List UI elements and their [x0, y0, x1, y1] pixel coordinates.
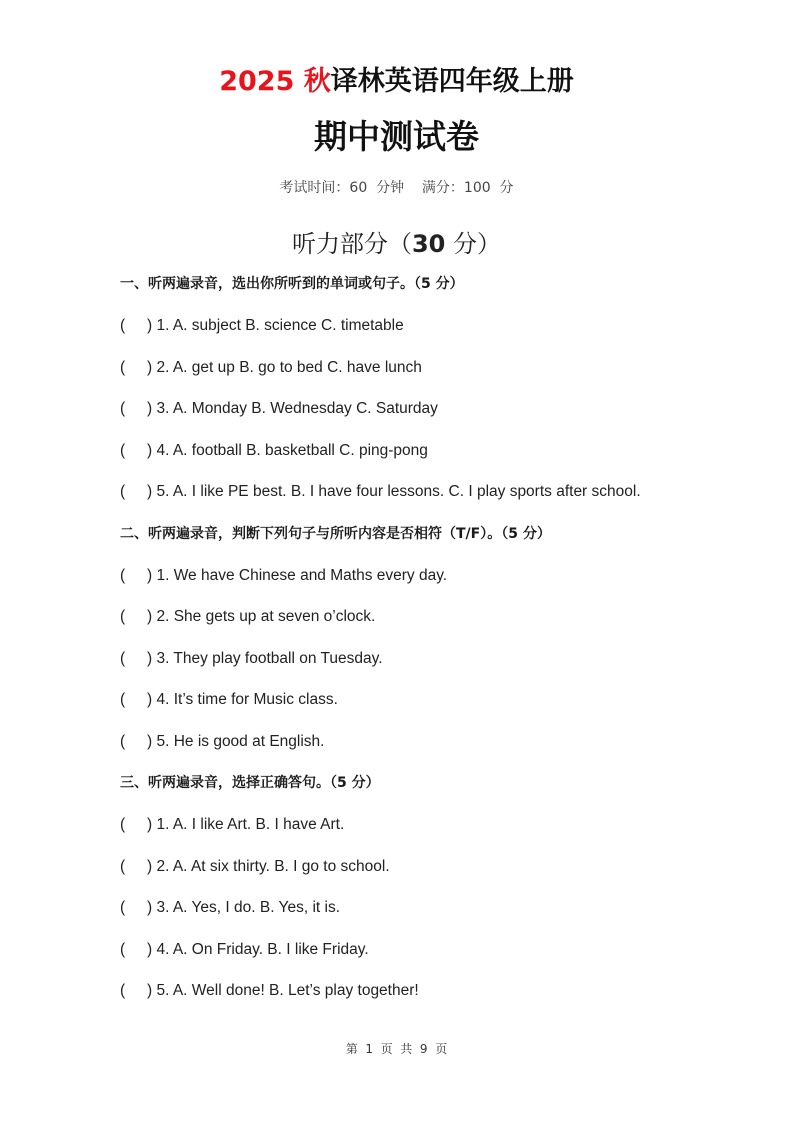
list-item — [120, 897, 340, 919]
list-item — [120, 398, 438, 420]
item-text: ) 5. A. I like PE best. B. I have four lessons. C. I play sports after school. — [147, 483, 641, 500]
list-item — [120, 565, 447, 587]
answer-blank[interactable]: ( — [120, 483, 126, 500]
section-title — [0, 224, 793, 264]
section-title-prefix: 听力部分（ — [291, 230, 412, 258]
list-item — [120, 980, 419, 1002]
item-text: ) 3. A. Yes, I do. B. Yes, it is. — [147, 899, 341, 916]
answer-blank[interactable]: ( — [120, 858, 126, 875]
answer-blank[interactable]: ( — [120, 941, 126, 958]
item-text: ) 3. A. Monday B. Wednesday C. Saturday — [147, 400, 438, 417]
title-year-season: 2025 秋 — [219, 66, 331, 97]
item-text: ) 5. He is good at English. — [147, 733, 325, 750]
item-text: ) 2. She gets up at seven o’clock. — [147, 608, 376, 625]
item-text: ) 1. A. subject B. science C. timetable — [147, 317, 404, 334]
document-subtitle: 期中测试卷 — [314, 117, 479, 156]
list-item — [120, 814, 344, 836]
answer-blank[interactable]: ( — [120, 650, 126, 667]
item-text: ) 1. We have Chinese and Maths every day. — [147, 567, 448, 584]
answer-blank[interactable]: ( — [120, 359, 126, 376]
answer-blank[interactable]: ( — [120, 691, 126, 708]
answer-blank[interactable]: ( — [120, 317, 126, 334]
list-item — [120, 440, 428, 462]
list-item — [120, 856, 390, 878]
list-item — [120, 481, 641, 503]
list-item — [120, 315, 404, 337]
list-item — [120, 606, 375, 628]
item-text: ) 2. A. At six thirty. B. I go to school. — [147, 858, 390, 875]
list-item — [120, 939, 369, 961]
part-1-header: 一、听两遍录音，选出你所听到的单词或句子。（5 分） — [120, 276, 464, 292]
answer-blank[interactable]: ( — [120, 816, 126, 833]
list-item — [120, 648, 383, 670]
answer-blank[interactable]: ( — [120, 608, 126, 625]
part-2-header: 二、听两遍录音，判断下列句子与所听内容是否相符（T/F）。（5 分） — [120, 526, 551, 542]
answer-blank[interactable]: ( — [120, 442, 126, 459]
list-item — [120, 731, 325, 753]
page-number: 第 1 页 共 9 页 — [345, 1042, 448, 1056]
section-score: 30 — [411, 230, 446, 258]
item-text: ) 2. A. get up B. go to bed C. have lunch — [147, 359, 422, 376]
title-course: 译林英语四年级上册 — [330, 66, 574, 97]
list-item — [120, 357, 422, 379]
answer-blank[interactable]: ( — [120, 400, 126, 417]
section-title-suffix: 分） — [445, 230, 502, 258]
item-text: ) 3. They play football on Tuesday. — [147, 650, 383, 667]
item-text: ) 1. A. I like Art. B. I have Art. — [147, 816, 345, 833]
item-text: ) 5. A. Well done! B. Let’s play together! — [147, 982, 419, 999]
answer-blank[interactable]: ( — [120, 733, 126, 750]
document-title — [0, 62, 793, 102]
part-3-header: 三、听两遍录音，选择正确答句。（5 分） — [120, 775, 380, 791]
item-text: ) 4. It’s time for Music class. — [147, 691, 338, 708]
exam-meta: 考试时间：60 分钟 满分：100 分 — [279, 180, 514, 196]
answer-blank[interactable]: ( — [120, 899, 126, 916]
item-text: ) 4. A. On Friday. B. I like Friday. — [147, 941, 369, 958]
answer-blank[interactable]: ( — [120, 982, 126, 999]
list-item — [120, 689, 338, 711]
answer-blank[interactable]: ( — [120, 567, 126, 584]
item-text: ) 4. A. football B. basketball C. ping-pong — [147, 442, 428, 459]
